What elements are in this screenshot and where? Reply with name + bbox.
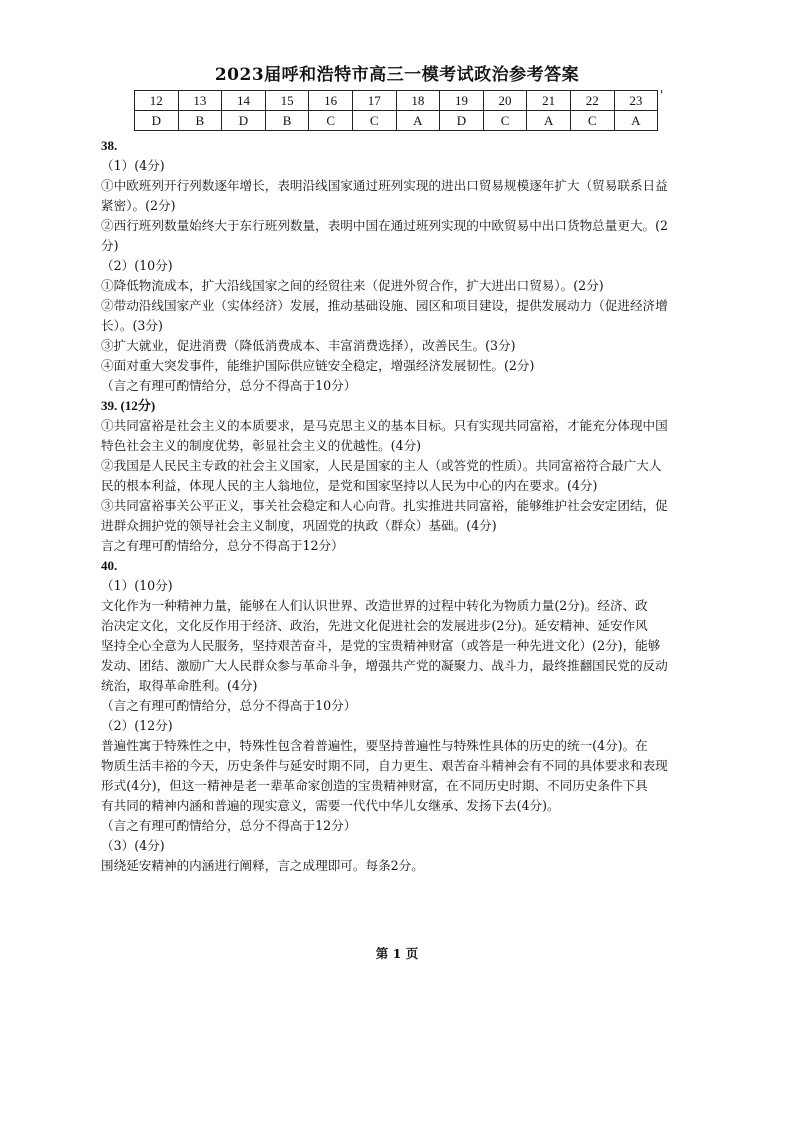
page-number: 第 1 页 [375,946,419,961]
answer-line: 进群众拥护党的领导社会主义制度，巩固党的执政（群众）基础。(4分) [101,518,497,533]
answer-line: 紧密）。(2分) [101,198,176,213]
answer-line: 普遍性寓于特殊性之中，特殊性包含着普遍性，要坚持普遍性与特殊性具体的历史的统一(4分)。在 [101,738,648,753]
answer-row [135,111,658,131]
answer-cell: C [352,111,396,131]
answer-cell: A [527,111,571,131]
answer-line: 物质生活丰裕的今天，历史条件与延安时期不同，自力更生、艰苦奋斗精神会有不同的具体要求和表现 [101,758,668,773]
answer-cell: D [135,111,179,131]
question-number: 19 [440,91,484,111]
answer-line: 形式(4分)，但这一精神是老一辈革命家创造的宝贵精神财富，在不同历史时期、不同历史条件下具 [101,778,648,793]
answer-line: 有共同的精神内涵和普遍的现实意义，需要一代代中华儿女继承、发扬下去(4分)。 [101,798,560,813]
scoring-note: （言之有理可酌情给分，总分不得高于12分） [101,818,357,833]
answer-line: ③共同富裕事关公平正义，事关社会稳定和人心向背。扎实推进共同富裕，能够维护社会安定团结，促 [101,498,668,513]
answer-line: 分) [101,238,119,253]
page-title: 2023届呼和浩特市高三一模考试政治参考答案 [214,65,580,85]
answer-line: ④面对重大突发事件，能维护国际供应链安全稳定，增强经济发展韧性。(2分) [101,358,535,373]
scoring-note: 言之有理可酌情给分，总分不得高于12分） [101,538,344,553]
sub-question-heading: （3）(4分) [101,838,165,853]
answer-line: ②西行班列数量始终大于东行班列数量，表明中国在通过班列实现的中欧贸易中出口货物总量更大。(2 [101,218,669,233]
question-heading: 39. (12分) [101,398,156,413]
question-number: 22 [570,91,614,111]
answer-line: 民的根本利益，体现人民的主人翁地位，是党和国家坚持以人民为中心的内在要求。(4分) [101,478,598,493]
answer-cell: A [396,111,440,131]
answer-line: 坚持全心全意为人民服务，坚持艰苦奋斗，是党的宝贵精神财富（或答是一种先进文化）(2分)，能够 [101,638,661,653]
sub-question-heading: （1）(4分) [101,158,165,173]
answer-cell: A [614,111,658,131]
answer-line: 治决定文化，文化反作用于经济、政治，先进文化促进社会的发展进步(2分)。延安精神、延安作风 [101,618,648,633]
answer-cell: D [222,111,266,131]
question-number: 14 [222,91,266,111]
answer-line: 围绕延安精神的内涵进行阐释，言之成理即可。每条2分。 [101,858,424,873]
answer-line: ①降低物流成本，扩大沿线国家之间的经贸往来（促进外贸合作，扩大进出口贸易）。(2分) [101,278,604,293]
answer-line: 发动、团结、激励广大人民群众参与革命斗争，增强共产党的凝聚力、战斗力，最终推翻国民党的反动 [101,658,668,673]
answer-line: ①共同富裕是社会主义的本质要求，是马克思主义的基本目标。只有实现共同富裕，才能充分体现中国 [101,418,668,433]
answer-cell: B [178,111,222,131]
question-number: 21 [527,91,571,111]
question-number: 18 [396,91,440,111]
sub-question-heading: （2）(10分) [101,258,173,273]
question-number-row [135,91,658,111]
answer-table [134,90,658,131]
answer-line: 统治，取得革命胜利。(4分) [101,678,258,693]
answer-cell: C [570,111,614,131]
answer-line: 文化作为一种精神力量，能够在人们认识世界、改造世界的过程中转化为物质力量(2分)。经济、政 [101,598,648,613]
question-heading: 38. [101,138,118,153]
answer-cell: C [483,111,527,131]
answer-line: 特色社会主义的制度优势，彰显社会主义的优越性。(4分) [101,438,422,453]
question-number: 17 [352,91,396,111]
answer-cell: D [440,111,484,131]
scoring-note: （言之有理可酌情给分，总分不得高于10分） [101,378,357,393]
answer-line: 长）。(3分) [101,318,163,333]
sub-question-heading: （1）(10分) [101,578,173,593]
question-number: 13 [178,91,222,111]
question-number: 16 [309,91,353,111]
scoring-note: （言之有理可酌情给分，总分不得高于10分） [101,698,357,713]
question-number: 15 [265,91,309,111]
answer-line: ①中欧班列开行列数逐年增长，表明沿线国家通过班列实现的进出口贸易规模逐年扩大（贸易联系日益 [101,178,668,193]
answer-line: ②带动沿线国家产业（实体经济）发展，推动基础设施、园区和项目建设，提供发展动力（促进经济增 [101,298,668,313]
sub-question-heading: （2）(12分) [101,718,173,733]
answer-cell: B [265,111,309,131]
question-number: 23 [614,91,658,111]
question-number: 20 [483,91,527,111]
answer-body [101,136,701,876]
question-number: 12 [135,91,179,111]
answer-cell: C [309,111,353,131]
stray-mark: ' [660,88,664,102]
answer-line: ②我国是人民民主专政的社会主义国家，人民是国家的主人（或答党的性质）。共同富裕符合最广大人 [101,458,662,473]
question-heading: 40. [101,558,118,573]
answer-line: ③扩大就业，促进消费（降低消费成本、丰富消费选择），改善民生。(3分) [101,338,516,353]
